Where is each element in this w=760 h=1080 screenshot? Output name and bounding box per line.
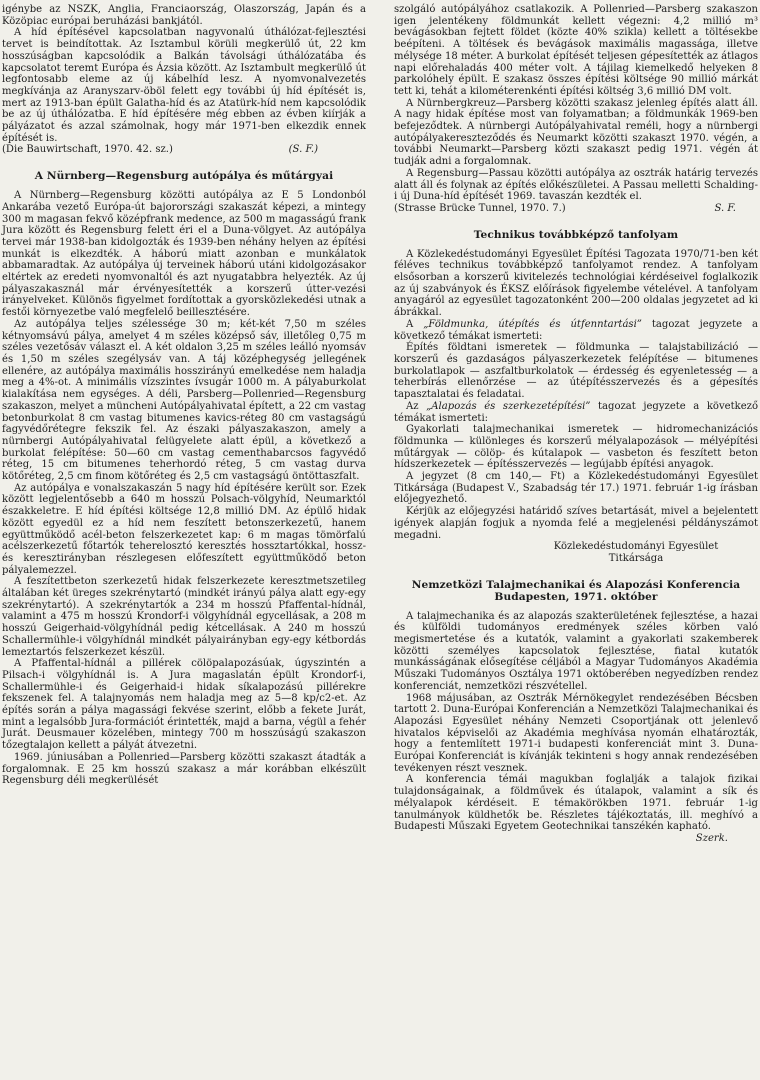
conference-signer: Szerk. <box>695 833 728 844</box>
article-paragraph-6: 1969. júniusában a Pollenried—Parsberg közötti szakaszt átadták a forgalomnak. E 25 km hosszú szakasz a már korábban elkészült Regensburg déli megkerülését <box>2 751 366 787</box>
continuation-paragraph-3: A Regensburg—Passau közötti autópálya az osztrák határig tervezés alatt áll és folynak az építés előkészületei. A Passau melletti Schalding-i új Duna-híd építését 1969. tavaszán kezdték el. <box>394 167 758 203</box>
article-paragraph-2: Az autópálya teljes szélessége 30 m; két-két 7,50 m széles kétnyomsávú pálya, amelyet 4 m széles középső sáv, illetőleg 0,75 m széles vezetősáv választ el. A két oldalon 3,25 m széles leálló nyomsáv és 1,50 m széles szegélysáv van. A táj középhegység jellegének ellenére, az autópálya maximális hosszirányú emelkedése nem haladja meg a 4%-ot. A minimális vízszintes ívsugár 1000 m. A pályaburkolat kialakítása nem egységes. A déli, Parsberg—Pollenried—Regensburg szakaszon, melyet a müncheni Autópályahivatal épített, a 22 cm vastag betonburkolat 8 cm vastag bitumenes kavics-réteg 80 cm vastagságú fagyvédőrétegre fekszik fel. Az északi pályaszakaszon, amely a nürnbergi Autópályahivatal felügyelete alatt épül, a következő a burkolat felépítése: 50—60 cm vastag cementhabarcsos fagyvédő réteg, 15 cm bitumenes teherhordó réteg, 5 cm vastag durva kötőréteg, 2,5 cm finom kötőréteg és 2,5 cm vastagságú öntöttaszfalt. <box>2 318 366 483</box>
continuation-source-line <box>394 203 758 215</box>
conference-title-line-2: Budapesten, 1971. október <box>494 590 658 603</box>
article-paragraph-5: A Pfaffental-hídnál a pillérek cölöpalapozásúak, úgyszintén a Pilsach-i völgyhídnál is. A Jura magaslatán épült Krondorf-i, Schallermühle-i és Geigerhaid-i hidak síkalapozású pillérekre fekszenek fel. A talajnyomás nem haladja meg az 5—8 kp/c2-et. Az építés során a pálya magassági fekvése szerint, előbb a fekete Jurát, mint a legalsóbb Jura-formációt érintették, majd a barna, végül a fehér Jurát. Deusmauer közelében, mintegy 700 m hosszúságú szakaszon tőzegtalajon kellett a pályát átvezetni. <box>2 658 366 752</box>
left-column <box>2 4 366 787</box>
course-title: Technikus továbbképző tanfolyam <box>473 228 679 241</box>
course-p2-emphasis: „Földmunka, útépítés és útfenntartási” <box>423 318 642 330</box>
conference-paragraph-1: A talajmechanika és az alapozás szakterületének fejlesztése, a hazai és külföldi tudományos eredmények széles körben való megismertetése és a kutatók, valamint a gyakorlati szakemberek közötti személyes kapcsolatok fejlesztése, fiatal kutatók munkásságának elősegítése céljából a Magyar Tudományos Akadémia Műszaki Tudományos Osztálya 1971 októberében negyedízben rendez konferenciát, nemzetközi részvétellel. <box>394 610 758 692</box>
article-title: A Nürnberg—Regensburg autópálya és műtárgyai <box>34 170 334 183</box>
course-paragraph-6: A jegyzet (8 cm 140,— Ft) a Közlekedéstudományi Egyesület Titkársága (Budapest V., Szabadság tér 17.) 1971. február 1-ig írásban előjegyezhető. <box>394 471 758 506</box>
course-paragraph-5: Gyakorlati talajmechanikai ismeretek — hidromechanizációs földmunka — különleges és korszerű mélyalapozások — mélyépítési műtárgyak — cölöp- és kútalapok — vasbeton és feszített beton hídszerkezetek — építésszervezés — legújabb építési anyagok. <box>394 424 758 471</box>
course-p4-pre: Az <box>406 400 427 412</box>
intro-signer: (S. F.) <box>288 144 318 156</box>
course-p4-post: tagozat jegyzete a következő témákat ismerteti: <box>394 400 758 424</box>
article-paragraph-4: A feszítettbeton szerkezetű hidak felszerkezete keresztmetszetileg általában két üreges szekrénytartó (mindkét irányú pálya alatt egy-egy szekrénytartó). A szekrénytartók a 234 m hosszú Pfaffental-hídnál, valamint a 475 m hosszú Krondorf-i völgyhídnál egycellásak, a 208 m hosszú Geigerhaid-völgyhídnál pedig kétcellásak. A 240 m hosszú Schallermühle-i völgyhídnál mindkét pályairányban egy-egy kétbordás lemeztartós felszerkezet készül. <box>2 576 366 658</box>
course-signature-line-1: Közlekedéstudományi Egyesület <box>553 541 719 553</box>
conference-paragraph-2: 1968 májusában, az Osztrák Mérnökegylet rendezésében Bécsben tartott 2. Duna-Európai Konferencián a Nemzetközi Talajmechanikai és Alapozási Egyesület néhány Nemzeti Csoportjának ott jelenlevő hivatalos képviselői az Akadémia meghívása nyomán elhatározták, hogy a fentemlített 1971-i budapesti konferenciát mint 3. Duna-Európai Konferenciát is kívánják tekinteni s hogy annak rendezésében tevékenyen részt vesznek. <box>394 692 758 774</box>
intro-paragraph-1: igénybe az NSZK, Anglia, Franciaország, Olaszország, Japán és a Közöpiac európai beruházási bankjától. <box>2 4 366 27</box>
intro-paragraph-2: A híd építésével kapcsolatban nagyvonalú úthálózat-fejlesztési tervet is beindítottak. Az Isztambul körüli megkerülő út, 22 km hosszúságban kapcsolódik a Balkán távolsági úthálózatába és kapcsolatot teremt Európa és Ázsia között. Az Isztambult megkerülő út legfontosabb eleme az új kábelhíd lesz. A nyomvonalvezetés megkívánja az Aranyszarv-öböl felett egy további új híd építését is, mert az 1913-ban épült Galatha-híd és az Atatürk-híd nem kapcsolódik be az új úthálózatba. E híd építésére még ebben az évben kiírják a pályázatot és azzal számolnak, hogy már 1971-ben elkezdik ennek építését is. <box>2 27 366 144</box>
course-paragraph-2 <box>394 319 758 342</box>
course-signature-line-2: Titkársága <box>608 552 664 564</box>
intro-source-line <box>2 144 366 156</box>
continuation-source: (Strasse Brücke Tunnel, 1970. 7.) <box>394 202 566 214</box>
course-paragraph-3: Építés földtani ismeretek — földmunka — talajstabilizáció — korszerű és gazdaságos pályaszerkezetek felépítése — bitumenes burkolatlapok — aszfaltburkolatok — érdesség és egyenletesség — a teherbírás ellenőrzése — az útépítésszervezés és a gépesítés tapasztalatai és feladatai. <box>394 342 758 401</box>
course-p2-pre: A <box>406 318 424 330</box>
intro-source: (Die Bauwirtschaft, 1970. 42. sz.) <box>2 144 173 156</box>
article-paragraph-1: A Nürnberg—Regensburg közötti autópálya az E 5 Londonból Ankarába vezető Európa-út bajorországi szakaszát képezi, a mintegy 300 m magasan fekvő középfrank medence, az 500 m magasságú frank Jura között és Regensburg felett éri el a Duna-völgyet. Az autópálya tervei már 1938-ban kidolgozták és 1939-ben néhány helyen az építési munkát is elkezdték. A háború miatt azonban e munkálatok abbamaradtak. Az autópálya új terveinek háború utáni kidolgozásakor eltértek az eredeti nyomvonaltól és azt nyugatabbra helyezték. Az új pályaszakasznál már érvényesítették a korszerű útter-vezési irányelveket. Különös figyelmet fordítottak a gyorsközlekedési utnak a festői környezetbe való megfelelő beillesztésére. <box>2 190 366 319</box>
course-paragraph-1: A Közlekedéstudományi Egyesület Építési Tagozata 1970/71-ben két féléves technikus továbbképző tanfolyamot rendez. A tanfolyam elsősorban a korszerű kivitelezés technológiai kérdéseivel foglalkozik az új szabványok és ÉKSZ előírások figyelembe vételével. A tanfolyam anyagáról az egyesület tagozatonként 200—200 oldalas jegyzetet ad ki ábrákkal. <box>394 248 758 319</box>
conference-title-line-1: Nemzetközi Talajmechanikai és Alapozási Konferencia <box>411 578 741 591</box>
article-paragraph-3: Az autópálya e vonalszakaszán 5 nagy híd építésére került sor. Ezek között legjelentősebb a 640 m hosszú Polsach-völgyhíd, Neumarktól északkeletre. E híd építési költsége 12,8 millió DM. Az épülő hidak között egyedül ez a híd nem feszített betonszerkezetű, hanem együttműködő acél-beton felszerkezetet kap: 6 m magas tömörfalú acélszerkezetű főtartók teherelosztó keresztés hossztartókkal, hossz- és keresztirányban részlegesen előfeszített együttműködő beton pályalemezzel. <box>2 482 366 576</box>
continuation-paragraph-2: A Nürnbergkreuz—Parsberg közötti szakasz jelenleg építés alatt áll. A nagy hidak építése most van folyamatban; a földmunkák 1969-ben befejeződtek. A nürnbergi Autópályahivatal reméli, hogy a nürnbergi autópályakereszteződés és Neumarkt közötti szakaszt 1970. végén, a további Neumarkt—Parsberg közti szakaszt pedig 1971. végén át tudják adni a forgalomnak. <box>394 97 758 168</box>
right-column <box>394 4 758 845</box>
conference-paragraph-3: A konferencia témái magukban foglalják a talajok fizikai tulajdonságainak, a földművek és útalapok, valamint a sík és mélyalapok kérdéseit. E témakörökben 1971. február 1-ig tanulmányok küldhetők be. Részletes tájékoztatás, ill. meghívó a Budapesti Műszaki Egyetem Geotechnikai tanszékén kapható. <box>394 774 758 833</box>
course-p2-post: tagozat jegyzete a következő témákat ismerteti: <box>394 318 758 342</box>
course-paragraph-4 <box>394 401 758 424</box>
continuation-paragraph-1: szolgáló autópályához csatlakozik. A Pollenried—Parsberg szakaszon igen jelentékeny földmunkát kellett végezni: 4,2 millió m³ bevágásokban fejtett földet (közte 40% szikla) kellett a töltésekbe beépíteni. A töltések és bevágások maximális magassága, illetve mélysége 18 méter. A burkolat építését teljesen gépesítették az átlagos napi előrehaladás 400 méter volt. A tájilag kiemelkedő helyeken 8 parkolóhely épült. E szakasz összes építési költsége 90 millió márkát tett ki, tehát a kilométerenkénti építési költség 3,6 millió DM volt. <box>394 4 758 97</box>
course-p4-emphasis: „Alapozás és szerkezetépítési” <box>426 400 591 412</box>
course-paragraph-7: Kérjük az előjegyzési határidő szíves betartását, mivel a bejelentett igények alapján fogjuk a nyomda felé a megjelenési példányszámot megadni. <box>394 506 758 541</box>
continuation-signer: S. F. <box>714 202 736 214</box>
